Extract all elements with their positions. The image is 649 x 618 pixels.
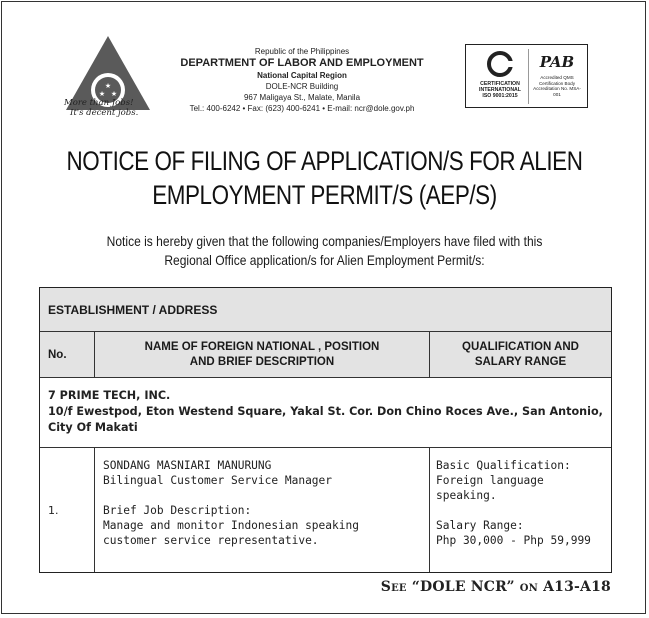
entry-details — [95, 448, 430, 572]
qual-line-2: speaking. — [436, 489, 497, 502]
cert-name: CERTIFICATION INTERNATIONAL — [479, 81, 521, 93]
svg-text:★: ★ — [98, 90, 106, 98]
col-header-name — [95, 332, 430, 377]
aep-table — [39, 287, 612, 573]
entry-number: 1. — [40, 448, 95, 572]
pab-mark: PAB — [539, 53, 575, 71]
salary-label: Salary Range: — [436, 519, 524, 532]
svg-text:★: ★ — [104, 82, 112, 90]
qual-label: Basic Qualification: — [436, 459, 571, 472]
tagline-line-1: More than Jobs! — [64, 98, 134, 108]
building-name: DOLE-NCR Building — [265, 82, 339, 91]
pab-accreditation — [530, 49, 584, 97]
table-row — [40, 448, 611, 572]
notice-page — [1, 1, 646, 614]
foreign-national-name: SONDANG MASNIARI MANURUNG — [103, 459, 272, 472]
logo-tagline — [64, 98, 159, 118]
contact-line: Tel.: 400-6242 • Fax: (623) 400-6241 • E-mail: ncr@dole.gov.ph — [189, 104, 415, 113]
notice-intro — [47, 232, 602, 270]
iso-certification — [472, 49, 528, 99]
intro-line-2: Regional Office application/s for Alien Employment Permit/s: — [164, 252, 485, 268]
company-address-1: 10/f Ewestpod, Eton Westend Square, Yakal St. Cor. Don Chino Roces Ave., San Antonio, — [48, 405, 603, 418]
street-address: 967 Maligaya St., Malate, Manila — [243, 93, 361, 102]
brief-line-2: customer service representative. — [103, 534, 319, 547]
svg-text:★: ★ — [110, 90, 118, 98]
col-name-line-1: NAME OF FOREIGN NATIONAL , POSITION — [144, 340, 380, 353]
company-address-2: City Of Makati — [48, 421, 138, 434]
table-header-row — [40, 332, 611, 378]
tagline-line-2: It's decent jobs. — [70, 108, 139, 118]
entry-qualification — [430, 448, 611, 572]
company-row — [40, 378, 611, 448]
position-title: Bilingual Customer Service Manager — [103, 474, 333, 487]
notice-title — [57, 144, 592, 212]
col-qual-line-2: SALARY RANGE — [474, 355, 567, 368]
col-name-line-2: AND BRIEF DESCRIPTION — [189, 355, 335, 368]
cert-divider — [528, 49, 529, 104]
region-name: National Capital Region — [257, 71, 347, 80]
brief-label: Brief Job Description: — [103, 504, 252, 517]
qual-line-1: Foreign language — [436, 474, 544, 487]
col-qual-line-1: QUALIFICATION AND — [462, 340, 579, 353]
continuation-note: See “DOLE NCR” on A13-A18 — [380, 579, 611, 595]
intro-line-1: Notice is hereby given that the following companies/Employers have filed with this — [106, 233, 543, 249]
pab-text: Accredited QMS Certification Body Accreditation No. MSA-001 — [533, 75, 581, 97]
col-header-no: No. — [40, 332, 95, 377]
title-line-2: EMPLOYMENT PERMIT/S (AEP/S) — [152, 180, 497, 210]
title-line-1: NOTICE OF FILING OF APPLICATION/S FOR ALIEN — [66, 146, 583, 176]
certification-badge — [465, 44, 588, 108]
certification-ring-icon — [485, 49, 515, 79]
agency-header — [152, 46, 452, 114]
republic-line: Republic of the Philippines — [254, 47, 350, 56]
establishment-header: ESTABLISHMENT / ADDRESS — [40, 288, 611, 332]
brief-line-1: Manage and monitor Indonesian speaking — [103, 519, 359, 532]
salary-range: Php 30,000 - Php 59,999 — [436, 534, 591, 547]
cert-iso: ISO 9001:2015 — [482, 93, 518, 99]
department-name: DEPARTMENT OF LABOR AND EMPLOYMENT — [180, 57, 424, 69]
col-header-qualification — [430, 332, 611, 377]
company-name: 7 PRIME TECH, INC. — [48, 389, 171, 402]
